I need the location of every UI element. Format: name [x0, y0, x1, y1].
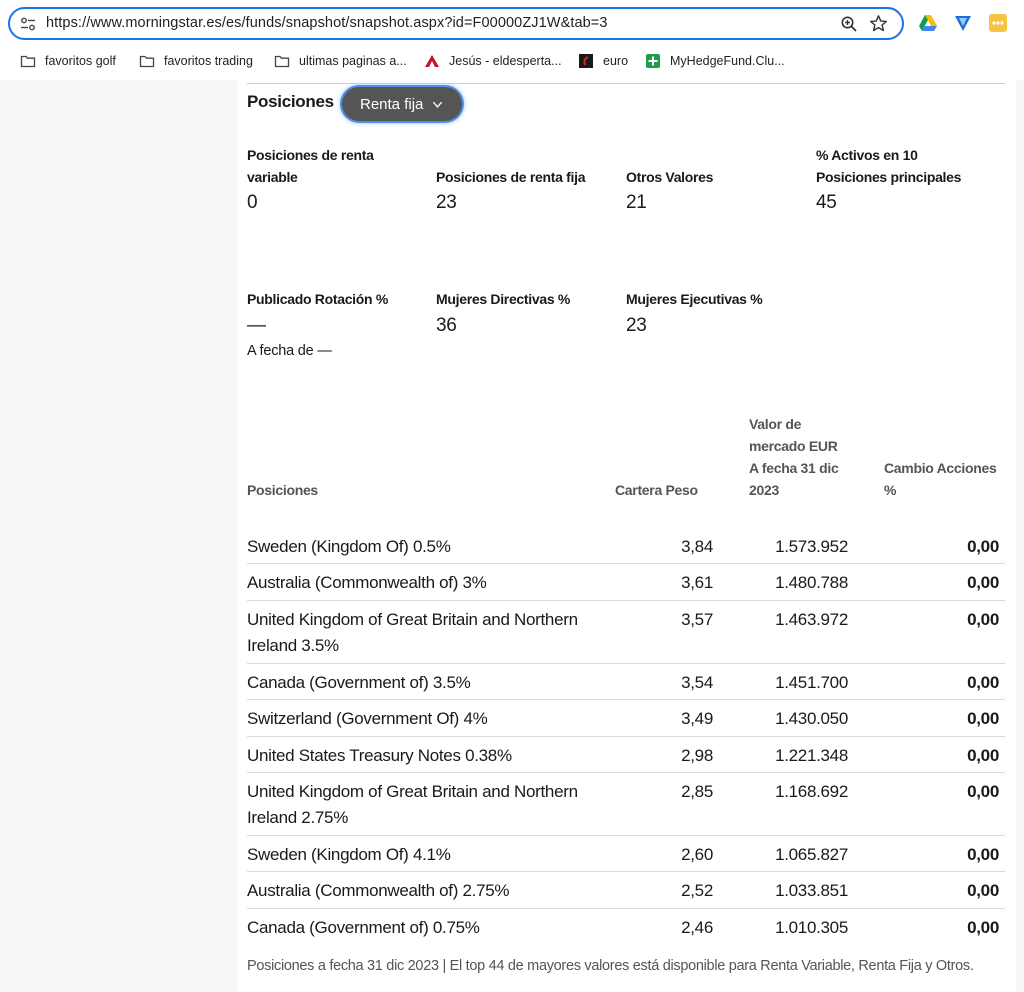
holding-weight: 2,52 [681, 881, 713, 900]
bookmarks-bar [0, 46, 1024, 74]
holding-weight: 2,60 [681, 845, 713, 864]
stat-label-equity-holdings: Posiciones de renta variable [247, 147, 374, 185]
table-row[interactable] [247, 601, 1005, 664]
divider [247, 83, 1005, 84]
holding-change: 0,00 [967, 673, 999, 692]
table-row[interactable] [247, 872, 1005, 909]
red-triangle-icon [424, 53, 440, 69]
table-row[interactable] [247, 909, 1005, 945]
stat-value-top10-assets: 45 [816, 192, 837, 213]
bookmark-label: favoritos trading [164, 54, 253, 68]
holding-market-value: 1.430.050 [775, 709, 848, 728]
stat-label-other-holdings: Otros Valores [626, 169, 714, 185]
stat-value-other-holdings: 21 [626, 192, 647, 213]
bookmark-ultimas-paginas[interactable] [274, 52, 407, 70]
column-header-name: Posiciones [247, 482, 318, 498]
chevron-down-icon [432, 99, 443, 110]
holding-weight: 2,46 [681, 918, 713, 937]
stat-value-fixed-income-holdings: 23 [436, 192, 457, 213]
bookmark-euro[interactable] [578, 52, 628, 70]
holdings-panel [238, 80, 1016, 992]
holding-weight: 2,98 [681, 746, 713, 765]
folder-icon [139, 53, 155, 69]
holding-name[interactable]: United Kingdom of Great Britain and Northern Ireland 2.75% [247, 782, 578, 827]
holding-name[interactable]: Canada (Government of) 3.5% [247, 673, 471, 692]
table-row[interactable] [247, 664, 1005, 700]
bookmark-label: MyHedgeFund.Clu... [670, 54, 785, 68]
table-row[interactable] [247, 564, 1005, 601]
column-header-change: Cambio Acciones % [884, 460, 997, 498]
page-body [0, 80, 1024, 992]
site-settings-icon[interactable] [20, 16, 36, 32]
stat-label-fixed-income-holdings: Posiciones de renta fija [436, 169, 586, 185]
dark-square-icon [578, 53, 594, 69]
folder-icon [274, 53, 290, 69]
holding-name[interactable]: Australia (Commonwealth of) 2.75% [247, 881, 510, 900]
holding-name[interactable]: United States Treasury Notes 0.38% [247, 746, 512, 765]
section-title: Posiciones [247, 92, 334, 111]
holding-change: 0,00 [967, 746, 999, 765]
bookmark-label: ultimas paginas a... [299, 54, 407, 68]
stat-label-women-directors: Mujeres Directivas % [436, 291, 571, 307]
holding-name[interactable]: Switzerland (Government Of) 4% [247, 709, 488, 728]
dropdown-label: Renta fija [360, 95, 424, 113]
holding-name[interactable]: Sweden (Kingdom Of) 0.5% [247, 537, 451, 556]
green-plus-icon [645, 53, 661, 69]
stat-label-turnover: Publicado Rotación % [247, 291, 389, 307]
holding-change: 0,00 [967, 573, 999, 592]
holding-market-value: 1.033.851 [775, 881, 848, 900]
holding-weight: 3,54 [681, 673, 713, 692]
bookmark-favoritos-golf[interactable] [20, 52, 116, 70]
holding-change: 0,00 [967, 845, 999, 864]
holding-market-value: 1.463.972 [775, 610, 848, 629]
table-row[interactable] [247, 836, 1005, 872]
stat-sub-turnover-date: A fecha de — [247, 343, 332, 359]
holding-change: 0,00 [967, 782, 999, 801]
table-footnote: Posiciones a fecha 31 dic 2023 | El top 44 de mayores valores está disponible para Renta Variable, Renta Fija y Otros. [247, 958, 974, 974]
zoom-icon[interactable] [840, 15, 858, 33]
holding-weight: 3,84 [681, 537, 713, 556]
bookmark-label: euro [603, 54, 629, 68]
bookmark-label: Jesús - eldesperta... [449, 54, 562, 68]
address-bar[interactable] [8, 7, 904, 40]
bookmark-star-icon[interactable] [869, 14, 888, 33]
bookmark-label: favoritos golf [45, 54, 116, 68]
browser-chrome [0, 0, 1024, 80]
holding-name[interactable]: Canada (Government of) 0.75% [247, 918, 480, 937]
vpn-shield-icon[interactable] [953, 13, 973, 33]
holdings-type-dropdown[interactable] [342, 87, 462, 121]
column-header-weight: Cartera Peso [615, 482, 698, 498]
holding-weight: 3,61 [681, 573, 713, 592]
folder-icon [20, 53, 36, 69]
holding-weight: 3,57 [681, 610, 713, 629]
stat-label-top10-assets: % Activos en 10 Posiciones principales [816, 147, 962, 185]
bookmark-myhedgefund[interactable] [645, 52, 785, 70]
holding-change: 0,00 [967, 709, 999, 728]
holding-market-value: 1.010.305 [775, 918, 848, 937]
table-row[interactable] [247, 528, 1005, 564]
table-row[interactable] [247, 700, 1005, 737]
holding-change: 0,00 [967, 610, 999, 629]
holding-market-value: 1.451.700 [775, 673, 848, 692]
table-row[interactable] [247, 773, 1005, 836]
holding-change: 0,00 [967, 881, 999, 900]
holding-name[interactable]: Australia (Commonwealth of) 3% [247, 573, 487, 592]
stat-label-women-executives: Mujeres Ejecutivas % [626, 291, 763, 307]
stat-value-turnover: — [247, 315, 266, 336]
holding-market-value: 1.573.952 [775, 537, 848, 556]
stat-value-women-directors: 36 [436, 315, 457, 336]
stat-value-equity-holdings: 0 [247, 192, 258, 213]
bookmark-favoritos-trading[interactable] [139, 52, 253, 70]
holding-name[interactable]: United Kingdom of Great Britain and Northern Ireland 3.5% [247, 610, 578, 655]
holding-market-value: 1.480.788 [775, 573, 848, 592]
stat-value-women-executives: 23 [626, 315, 647, 336]
yellow-dots-icon[interactable] [988, 13, 1008, 33]
url-text[interactable]: https://www.morningstar.es/es/funds/snapshot/snapshot.aspx?id=F00000ZJ1W&tab=3 [46, 15, 608, 31]
holding-change: 0,00 [967, 918, 999, 937]
column-header-market-value: Valor de mercado EUR A fecha 31 dic 2023 [749, 416, 839, 498]
holding-market-value: 1.065.827 [775, 845, 848, 864]
google-drive-icon[interactable] [918, 13, 938, 33]
holding-market-value: 1.168.692 [775, 782, 848, 801]
table-row[interactable] [247, 737, 1005, 773]
holding-change: 0,00 [967, 537, 999, 556]
holding-name[interactable]: Sweden (Kingdom Of) 4.1% [247, 845, 451, 864]
bookmark-jesus-eldespertador[interactable] [424, 52, 562, 70]
holding-market-value: 1.221.348 [775, 746, 848, 765]
holding-weight: 2,85 [681, 782, 713, 801]
holding-weight: 3,49 [681, 709, 713, 728]
